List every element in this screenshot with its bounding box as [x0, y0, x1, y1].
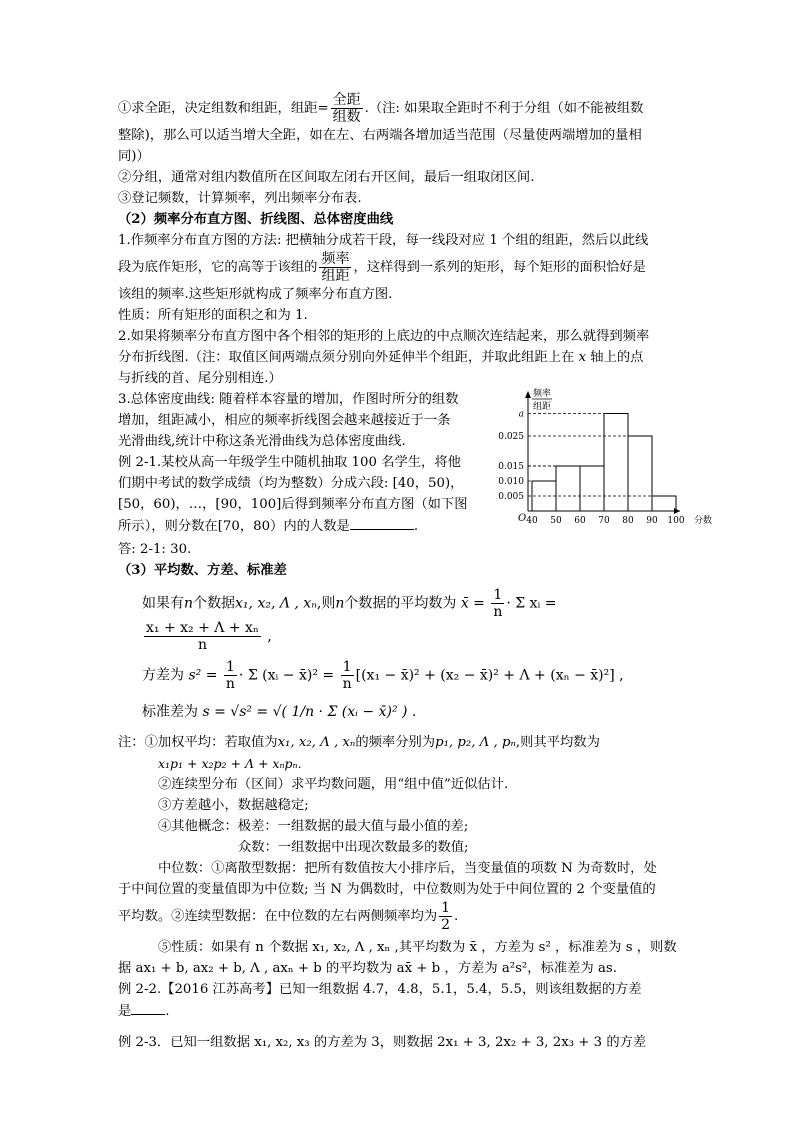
x-axis-label: 分数: [694, 516, 713, 526]
y-tick-label: a: [518, 409, 524, 420]
stddev-formula: 标准差为 s = √s² = √( 1/n · Σ (xᵢ − x̄)² ) .: [142, 704, 417, 720]
y-axis-arrow: [525, 391, 531, 398]
answer-blank: [350, 515, 414, 530]
x-tick-label: 90: [646, 516, 658, 526]
median-3: 平均数。②连续型数据：在中位数的左右两侧频率均为 $\frac{1}{2}$ .: [118, 900, 459, 933]
para-3a: 3.总体密度曲线: 随着样本容量的增加，作图时所分的组数: [118, 392, 459, 407]
histogram-bar: [604, 414, 628, 512]
fraction: $\frac{\text{频率}}{\text{组距}}$: [321, 251, 350, 284]
para-1a: 1.作频率分布直方图的方法: 把横轴分成若干段，每一线段对应 1 个组的组距，然后以此线: [118, 233, 649, 248]
median-2: 于中间位置的变量值即为中位数; 当 N 为偶数时，中位数则为处于中间位置的 2 个变量值的: [118, 882, 656, 897]
step-1-line: ①求全距，决定组数和组距，组距= $\frac{\text{全距}}{\text{组数}}$ .（注: 如果取全距时不利于分组（如不能被组数: [118, 92, 644, 125]
document-page: [118, 92, 713, 1053]
step-1-cont: 整除)，那么可以适当增大全距，如在左、右两端各增加适当范围（尽量使两端增加的量相: [118, 128, 642, 143]
frequency-histogram: [484, 383, 713, 535]
median-1: 中位数：①离散型数据：把所有数值按大小排序后，当变量值的项数 N 为奇数时，处: [158, 861, 657, 876]
property-2: 据 ax₁ + b, ax₂ + b, Λ , axₙ + b 的平均数为 ax̄ + b ，方差为 a²s²，标准差为 as.: [118, 961, 617, 976]
para-2c: 与折线的首、尾分别相连.）: [118, 371, 282, 386]
step-2-line: ②分组，通常对组内数值所在区间取左闭右开区间，最后一组取闭区间.: [118, 170, 535, 185]
para-1b: 段为底作矩形，它的高等于该组的 $\frac{\text{频率}}{\text{组距}}$ ，这样得到一系列的矩形，每个矩形的面积恰好是: [118, 251, 646, 284]
para-3c: 光滑曲线,统计中称这条光滑曲线为总体密度曲线.: [118, 434, 406, 449]
histogram-bar: [652, 496, 676, 511]
x-tick-label: 50: [550, 516, 562, 526]
para-1d: 性质：所有矩形的面积之和为 1.: [118, 308, 308, 323]
chart-side-text: [118, 389, 483, 537]
step-3-line: ③登记频数，计算频率，列出频率分布表.: [118, 191, 362, 206]
x-tick-label: 100: [667, 516, 685, 526]
para-1c: 该组的频率.这些矩形就构成了频率分布直方图.: [118, 287, 393, 302]
note-1: 注：①加权平均：若取值为x₁, x₂, Λ , xₙ的频率分别为p₁, p₂, Λ , pₙ,则其平均数为: [118, 735, 600, 750]
step-1-cont2: 同)）: [118, 149, 150, 164]
histogram-bar: [628, 436, 652, 511]
para-2b: 分布折线图.（注：取值区间两端点须分别向外延伸半个组距，并取此组距上在 x 轴上的点: [118, 350, 644, 365]
answer-blank: [131, 1000, 165, 1015]
section-heading-3: （3）平均数、方差、标准差: [118, 563, 287, 578]
para-2a: 2.如果将频率分布直方图中各个相邻的矩形的上底边的中点顺次连结起来，那么就得到频率: [118, 329, 650, 344]
y-tick-label: 0.005: [498, 492, 524, 502]
y-label-num: 频率: [532, 389, 552, 399]
x-tick-label: 70: [598, 516, 610, 526]
x-tick-label: 60: [574, 516, 586, 526]
histogram-bar: [556, 466, 580, 511]
y-label-den: 组距: [532, 402, 552, 412]
property-1: ⑤性质：如果有 n 个数据 x₁, x₂, Λ , xₙ ,其平均数为 x̄ ，方差为 s² ，标准差为 s ，则数: [158, 940, 677, 955]
example-2-2a: 例 2-2.【2016 江苏高考】已知一组数据 4.7，4.8，5.1，5.4，5.5，则该组数据的方差: [118, 982, 642, 997]
fraction: $\frac{\text{全距}}{\text{组数}}$: [332, 92, 361, 125]
note-2: ②连续型分布（区间）求平均数问题，用“组中值”近似估计.: [158, 777, 509, 792]
x-tick-label: 80: [622, 516, 634, 526]
example-2-1d: 所示），则分数在[70，80）内的人数是 .: [118, 515, 483, 537]
answer-line: 答: 2-1: 30.: [118, 542, 192, 557]
example-2-1b: 们期中考试的数学成绩（均为整数）分成六段: [40，50)，: [118, 476, 464, 491]
note-1-formula: x₁p₁ + x₂p₂ + Λ + xₙpₙ.: [158, 756, 302, 771]
para-3b: 增加，组距减小，相应的频率折线图会越来越接近于一条: [118, 413, 451, 428]
density-and-example: [118, 389, 713, 539]
note-3: ③方差越小，数据越稳定;: [158, 798, 309, 813]
mean-formula: 如果有n个数据x₁, x₂, Λ , xₙ,则n个数据的平均数为 x̄ = $\frac{1}{n}$ · Σ xᵢ = $\frac{\text{x₁ + x₂ + Λ + xₙ}}{n}$ ,: [142, 587, 557, 653]
section-heading-2: （2）频率分布直方图、折线图、总体密度曲线: [118, 212, 394, 227]
example-2-1a: 例 2-1.某校从高一年级学生中随机抽取 100 名学生，将他: [118, 455, 461, 470]
variance-formula: 方差为 s² = $\frac{1}{n}$ · Σ (xᵢ − x̄)² = $\frac{1}{n}$ [(x₁ − x̄)² + (x₂ − x̄)² + Λ + (xₙ − x̄)²] ,: [142, 659, 624, 692]
histogram-bar: [580, 466, 604, 511]
example-2-1c: [50，60)，…，[90，100]后得到频率分布直方图（如下图: [118, 497, 468, 512]
example-2-2b: 是 .: [118, 1000, 678, 1022]
note-4a: ④其他概念：极差：一组数据的最大值与最小值的差;: [158, 819, 469, 834]
y-tick-label: 0.015: [498, 462, 524, 472]
note-4b: 众数：一组数据中出现次数最多的数值;: [238, 840, 469, 855]
y-tick-label: 0.025: [498, 432, 524, 442]
example-2-3: 例 2-3．已知一组数据 x₁, x₂, x₃ 的方差为 3，则数据 2x₁ + 3, 2x₂ + 3, 2x₃ + 3 的方差: [118, 1035, 647, 1050]
origin-label: O: [518, 513, 527, 524]
x-tick-label: 40: [526, 516, 538, 526]
y-tick-label: 0.010: [498, 477, 524, 487]
